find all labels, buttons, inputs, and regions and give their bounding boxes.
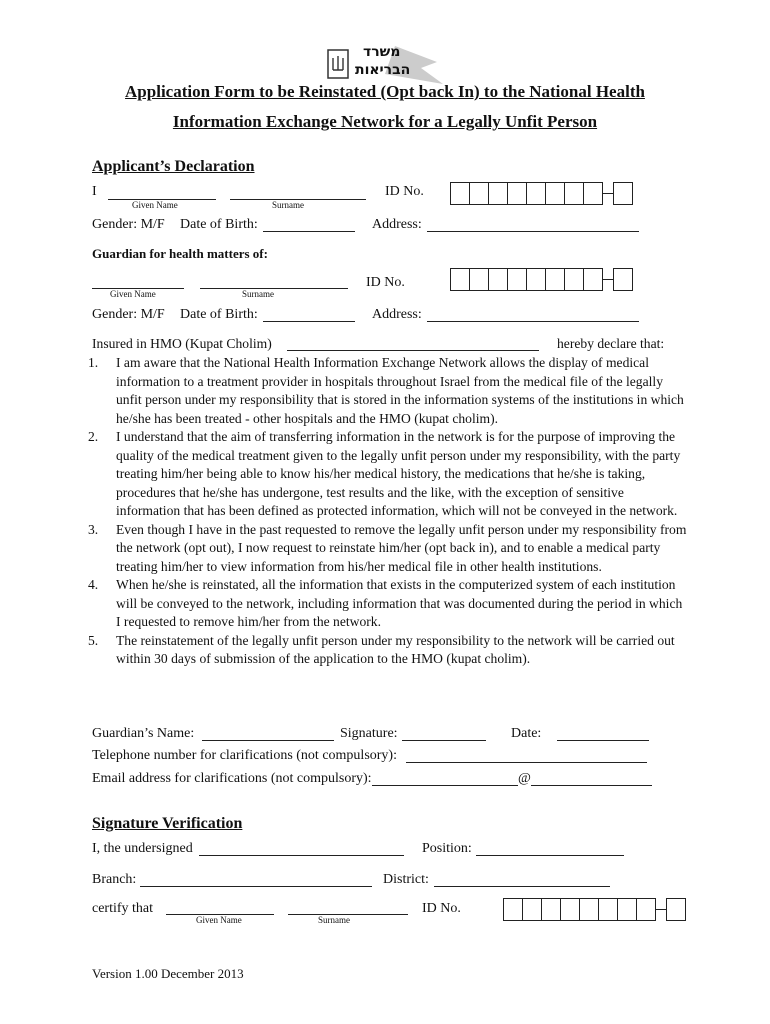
list-item: [88, 576, 688, 632]
form-title-line2: Information Exchange Network for a Legally Unfit Person: [172, 112, 598, 131]
ward-given-name-caption: Given Name: [110, 289, 156, 299]
email-user-field[interactable]: [372, 785, 518, 786]
certified-surname-caption: Surname: [318, 915, 350, 925]
ward-surname-field[interactable]: [200, 288, 348, 289]
district-field[interactable]: [434, 886, 610, 887]
applicant-address-field[interactable]: [427, 231, 639, 232]
certified-id-boxes[interactable]: [503, 898, 686, 921]
district-label: District:: [383, 872, 429, 887]
guardian-name-field[interactable]: [202, 740, 334, 741]
declaration-list: [88, 354, 688, 669]
guardian-signature-label: Signature:: [340, 726, 398, 741]
email-at-sign: @: [518, 771, 531, 786]
ward-gender-label: Gender: M/F: [92, 307, 165, 322]
applicant-address-label: Address:: [372, 217, 422, 232]
position-field[interactable]: [476, 855, 624, 856]
ward-surname-caption: Surname: [242, 289, 274, 299]
position-label: Position:: [422, 841, 472, 856]
guardian-signature-field[interactable]: [402, 740, 486, 741]
ward-address-label: Address:: [372, 307, 422, 322]
branch-field[interactable]: [140, 886, 372, 887]
applicant-gender-label: Gender: M/F: [92, 217, 165, 232]
applicant-dob-field[interactable]: [263, 231, 355, 232]
guardian-name-label: Guardian’s Name:: [92, 726, 195, 741]
ward-id-label: ID No.: [366, 275, 405, 290]
item-number: 5.: [88, 632, 99, 648]
version-footer: Version 1.00 December 2013: [92, 966, 244, 981]
item-text: Even though I have in the past requested to remove the legally unfit person under my responsibility from the network (opt out), I now request to reinstate him/her (opt back in), and to enable a medical party treating him/her to view information from his/her medical file in other health institutions.: [116, 521, 687, 574]
certify-label: certify that: [92, 901, 154, 916]
list-item: [88, 428, 688, 521]
logo-text-line1: משרד: [363, 44, 401, 60]
list-item: [88, 521, 688, 577]
ward-address-field[interactable]: [427, 321, 639, 322]
ward-dob-label: Date of Birth:: [180, 307, 258, 322]
ward-dob-field[interactable]: [263, 321, 355, 322]
applicant-declaration-heading: Applicant’s Declaration: [92, 158, 255, 175]
logo-text-line2: הבריאות: [355, 62, 411, 78]
guardian-date-label: Date:: [511, 726, 542, 741]
hmo-name-field[interactable]: [287, 350, 539, 351]
ward-id-boxes[interactable]: [450, 268, 633, 291]
ministry-of-health-logo: [325, 44, 445, 86]
item-number: 1.: [88, 355, 99, 370]
guardian-date-field[interactable]: [557, 740, 649, 741]
form-title-line1: Application Form to be Reinstated (Opt back In) to the National Health: [125, 82, 645, 101]
phone-field[interactable]: [406, 762, 647, 763]
email-domain-field[interactable]: [531, 785, 652, 786]
branch-label: Branch:: [92, 872, 137, 887]
applicant-dob-label: Date of Birth:: [180, 217, 258, 232]
signature-verification-heading: Signature Verification: [92, 815, 243, 832]
applicant-id-boxes[interactable]: [450, 182, 633, 205]
list-item: [88, 632, 688, 669]
item-number: 4.: [88, 577, 99, 592]
i-label: I: [92, 184, 97, 199]
item-text: The reinstatement of the legally unfit person under my responsibility to the network will be carried out within 30 days of submission of the application to the HMO (kupat cholim).: [116, 632, 675, 666]
undersigned-field[interactable]: [199, 855, 404, 856]
item-text: I am aware that the National Health Information Exchange Network allows the display of medical information to a treatment provider in hospitals throughout Israel from the medical file of the legally unfit person under my responsibility that is stored in the information systems of the institutions in which he/she has been treated - other hospitals and the HMO (kupat cholim).: [116, 355, 684, 426]
item-text: When he/she is reinstated, all the information that exists in the computerized system of each institution will be conveyed to the network, including information that was documented during the period in which I requested to remove him/her from the network.: [116, 577, 683, 629]
given-name-caption: Given Name: [132, 200, 178, 210]
undersigned-label: I, the undersigned: [92, 841, 193, 856]
item-text: I understand that the aim of transferring information in the network is for the purpose of improving the quality of the medical treatment given to the legally unfit person under my responsibility, with the party treating him/her being able to know his/her medical history, the medications that he/she is taking, procedures that he/she has undergone, test results and the like, with the exception of sensitive information that has been defined as protected information, which will not be conveyed in the network.: [116, 429, 681, 518]
list-item: [88, 354, 688, 428]
insured-hmo-label: Insured in HMO (Kupat Cholim): [92, 336, 272, 351]
surname-caption: Surname: [272, 200, 304, 210]
item-number: 3.: [88, 521, 99, 537]
email-label: Email address for clarifications (not compulsory):: [92, 771, 372, 786]
guardian-heading: Guardian for health matters of:: [92, 246, 268, 261]
declare-label: hereby declare that:: [557, 336, 665, 351]
applicant-id-label: ID No.: [385, 184, 424, 199]
certified-given-name-caption: Given Name: [196, 915, 242, 925]
item-number: 2.: [88, 429, 99, 444]
phone-label: Telephone number for clarifications (not compulsory):: [92, 748, 397, 763]
certified-id-label: ID No.: [422, 901, 461, 916]
